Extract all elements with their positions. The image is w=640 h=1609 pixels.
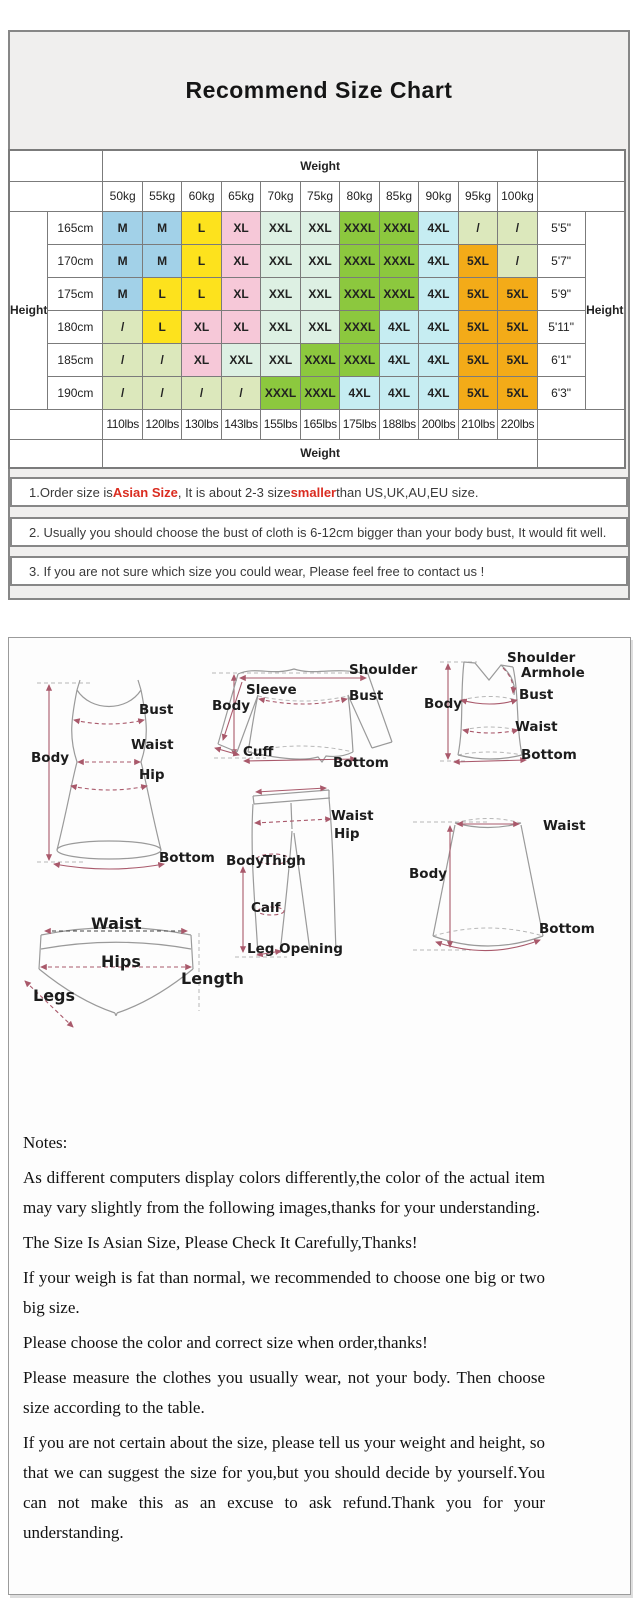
size-cell: XXXL — [340, 310, 379, 343]
kg-header-cell: 70kg — [261, 181, 300, 211]
lbs-footer-cell: 110lbs — [103, 409, 142, 439]
vest-armhole-label: Armhole — [521, 665, 585, 681]
size-cell: XXXL — [300, 376, 339, 409]
corner-cell — [9, 439, 103, 468]
height-cm-cell: 170cm — [48, 244, 103, 277]
size-cell: 5XL — [458, 244, 497, 277]
briefs-hips-label: Hips — [101, 952, 141, 971]
dress-body-label: Body — [31, 750, 70, 766]
dress-waist-label: Waist — [131, 737, 174, 753]
vest-bottom-label: Bottom — [521, 747, 577, 763]
shirt-bust-label: Bust — [349, 688, 384, 704]
skirt-waist-label: Waist — [543, 818, 586, 834]
height-cm-cell: 185cm — [48, 343, 103, 376]
size-cell: L — [182, 244, 221, 277]
size-cell: 4XL — [419, 343, 458, 376]
size-cell: 5XL — [498, 376, 537, 409]
lbs-footer-cell: 175lbs — [340, 409, 379, 439]
size-cell: M — [103, 277, 142, 310]
pants-leg-opening-label: Leg Opening — [247, 941, 343, 957]
vest-shoulder-label: Shoulder — [507, 650, 576, 666]
table-note-1 — [10, 477, 628, 507]
size-cell: XXL — [261, 277, 300, 310]
kg-header-cell: 85kg — [379, 181, 418, 211]
kg-header-cell: 55kg — [142, 181, 181, 211]
size-cell: 4XL — [419, 376, 458, 409]
height-ft-cell: 5'5" — [537, 211, 585, 244]
size-cell: M — [103, 211, 142, 244]
size-cell: / — [142, 376, 181, 409]
lbs-footer-cell: 130lbs — [182, 409, 221, 439]
size-cell: XL — [182, 343, 221, 376]
size-cell: 4XL — [379, 376, 418, 409]
shirt-cuff-label: Cuff — [243, 744, 274, 760]
size-cell: / — [142, 343, 181, 376]
height-cm-cell: 175cm — [48, 277, 103, 310]
size-cell: XXL — [261, 211, 300, 244]
lbs-footer-cell: 188lbs — [379, 409, 418, 439]
size-cell: XXXL — [300, 343, 339, 376]
size-cell: XXXL — [261, 376, 300, 409]
corner-cell — [537, 439, 625, 468]
size-cell: M — [103, 244, 142, 277]
size-cell: / — [103, 310, 142, 343]
height-ft-cell: 5'11" — [537, 310, 585, 343]
size-cell: XXL — [300, 310, 339, 343]
lbs-footer-cell: 200lbs — [419, 409, 458, 439]
dress-hip-label: Hip — [139, 767, 165, 783]
skirt-bottom-label: Bottom — [539, 921, 595, 937]
size-cell: / — [221, 376, 260, 409]
skirt-body-label: Body — [409, 866, 448, 882]
note-text: 3. If you are not sure which size you could wear, Please feel free to contact us ! — [29, 563, 485, 579]
note-highlight-text: smaller — [290, 484, 337, 500]
shirt-bottom-label: Bottom — [333, 755, 389, 771]
vest-diagram — [437, 650, 532, 775]
measurement-panel — [8, 637, 631, 1595]
notes-paragraph-3: If your weigh is fat than normal, we recommended to choose one big or two big size. — [23, 1268, 545, 1317]
note-text: 2. Usually you should choose the bust of cloth is 6-12cm bigger than your body bust, It would fit well. — [29, 524, 607, 540]
size-cell: 5XL — [458, 277, 497, 310]
size-cell: 4XL — [340, 376, 379, 409]
corner-cell — [9, 150, 103, 181]
shirt-body-label: Body — [212, 698, 251, 714]
lbs-footer-cell: 155lbs — [261, 409, 300, 439]
note-text: than US,UK,AU,EU size. — [336, 484, 479, 500]
size-cell: XXXL — [340, 244, 379, 277]
notes-paragraph-1: As different computers display colors differently,the color of the actual item may vary slightly from the following images,thanks for your understanding. — [23, 1168, 545, 1217]
size-cell: L — [182, 277, 221, 310]
size-cell: XXL — [221, 343, 260, 376]
weight-footer-cell: Weight — [103, 439, 537, 468]
pants-hip-label: Hip — [334, 826, 360, 842]
size-cell: XXXL — [379, 244, 418, 277]
size-cell: XXL — [261, 343, 300, 376]
height-ft-cell: 5'9" — [537, 277, 585, 310]
height-ft-cell: 6'3" — [537, 376, 585, 409]
size-table — [8, 149, 626, 469]
kg-header-cell: 90kg — [419, 181, 458, 211]
size-cell: 4XL — [379, 310, 418, 343]
shirt-sleeve-label: Sleeve — [246, 682, 297, 698]
size-cell: / — [182, 376, 221, 409]
size-cell: XXL — [300, 211, 339, 244]
weight-header-cell: Weight — [103, 150, 537, 181]
kg-header-cell: 100kg — [498, 181, 537, 211]
pants-body-label: Body — [226, 853, 265, 869]
height-cm-cell: 180cm — [48, 310, 103, 343]
dress-bust-label: Bust — [139, 702, 174, 718]
height-ft-cell: 6'1" — [537, 343, 585, 376]
kg-header-cell: 65kg — [221, 181, 260, 211]
size-cell: L — [142, 310, 181, 343]
size-cell: 4XL — [379, 343, 418, 376]
page-title: Recommend Size Chart — [185, 77, 453, 103]
note-text: 1.Order size is — [29, 484, 113, 500]
height-label-cell: Height — [9, 211, 48, 409]
dress-bottom-label: Bottom — [159, 850, 215, 866]
size-chart-panel — [8, 30, 630, 600]
note-text: , It is about 2-3 size — [177, 484, 291, 500]
size-cell: / — [498, 211, 537, 244]
pants-calf-label: Calf — [251, 900, 281, 916]
size-cell: XXXL — [340, 343, 379, 376]
kg-header-cell: 95kg — [458, 181, 497, 211]
size-cell: XL — [221, 277, 260, 310]
size-cell: 4XL — [419, 211, 458, 244]
note-highlight-text: Asian Size — [112, 484, 178, 500]
size-cell: 5XL — [458, 343, 497, 376]
size-cell: 4XL — [419, 277, 458, 310]
size-cell: XL — [221, 211, 260, 244]
size-cell: / — [498, 244, 537, 277]
size-cell: M — [142, 211, 181, 244]
size-cell: 4XL — [419, 310, 458, 343]
kg-header-cell: 80kg — [340, 181, 379, 211]
size-cell: / — [103, 343, 142, 376]
size-cell: XL — [221, 244, 260, 277]
size-cell: XXXL — [340, 211, 379, 244]
size-cell: XXL — [261, 244, 300, 277]
lbs-footer-cell: 210lbs — [458, 409, 497, 439]
vest-waist-label: Waist — [515, 719, 558, 735]
notes-paragraph-4: Please choose the color and correct size when order,thanks! — [23, 1333, 428, 1352]
briefs-legs-label: Legs — [33, 986, 76, 1005]
size-cell: XXL — [300, 244, 339, 277]
size-cell: 5XL — [458, 310, 497, 343]
kg-header-cell: 60kg — [182, 181, 221, 211]
notes-paragraph-2: The Size Is Asian Size, Please Check It Carefully,Thanks! — [23, 1233, 418, 1252]
size-cell: M — [142, 244, 181, 277]
briefs-length-label: Length — [181, 969, 244, 988]
notes-paragraph-5: Please measure the clothes you usually wear, not your body. Then choose size according to the table. — [23, 1368, 545, 1417]
kg-header-cell: 75kg — [300, 181, 339, 211]
vest-body-label: Body — [424, 696, 463, 712]
height-cm-cell: 190cm — [48, 376, 103, 409]
table-note-3 — [10, 556, 628, 586]
size-cell: 5XL — [498, 343, 537, 376]
size-cell: XXXL — [379, 277, 418, 310]
shirt-shoulder-label: Shoulder — [349, 662, 418, 678]
briefs-waist-label: Waist — [91, 914, 142, 933]
size-cell: / — [103, 376, 142, 409]
table-note-2 — [10, 517, 628, 547]
notes-section — [23, 1128, 545, 1553]
height-cm-cell: 165cm — [48, 211, 103, 244]
lbs-footer-cell: 120lbs — [142, 409, 181, 439]
size-cell: XXXL — [379, 211, 418, 244]
size-cell: XXXL — [340, 277, 379, 310]
lbs-footer-cell: 165lbs — [300, 409, 339, 439]
size-cell: XXL — [300, 277, 339, 310]
size-cell: XXL — [261, 310, 300, 343]
corner-cell — [537, 150, 625, 181]
size-cell: XL — [221, 310, 260, 343]
pants-thigh-label: Thigh — [263, 853, 306, 869]
kg-header-cell: 50kg — [103, 181, 142, 211]
size-cell: 4XL — [419, 244, 458, 277]
size-cell: 5XL — [498, 277, 537, 310]
size-cell: 5XL — [498, 310, 537, 343]
pants-diagram — [231, 783, 341, 963]
size-cell: XL — [182, 310, 221, 343]
size-cell: L — [142, 277, 181, 310]
corner-cell — [9, 409, 103, 439]
pants-waist-label: Waist — [331, 808, 374, 824]
vest-bust-label: Bust — [519, 687, 554, 703]
lbs-footer-cell: 143lbs — [221, 409, 260, 439]
size-cell: / — [458, 211, 497, 244]
height-label-cell: Height — [585, 211, 625, 409]
corner-cell — [537, 409, 625, 439]
corner-cell — [9, 181, 103, 211]
lbs-footer-cell: 220lbs — [498, 409, 537, 439]
notes-paragraph-6: If you are not certain about the size, please tell us your weight and height, so that we can suggest the size for you,but you should decide by yourself.You can not make this as an excuse to ask refund.Thank you for your understanding. — [23, 1433, 545, 1542]
measurement-diagrams — [9, 638, 630, 1043]
notes-heading: Notes: — [23, 1133, 68, 1152]
height-ft-cell: 5'7" — [537, 244, 585, 277]
size-cell: 5XL — [458, 376, 497, 409]
corner-cell — [537, 181, 625, 211]
size-cell: L — [182, 211, 221, 244]
size-table-body — [9, 150, 625, 468]
